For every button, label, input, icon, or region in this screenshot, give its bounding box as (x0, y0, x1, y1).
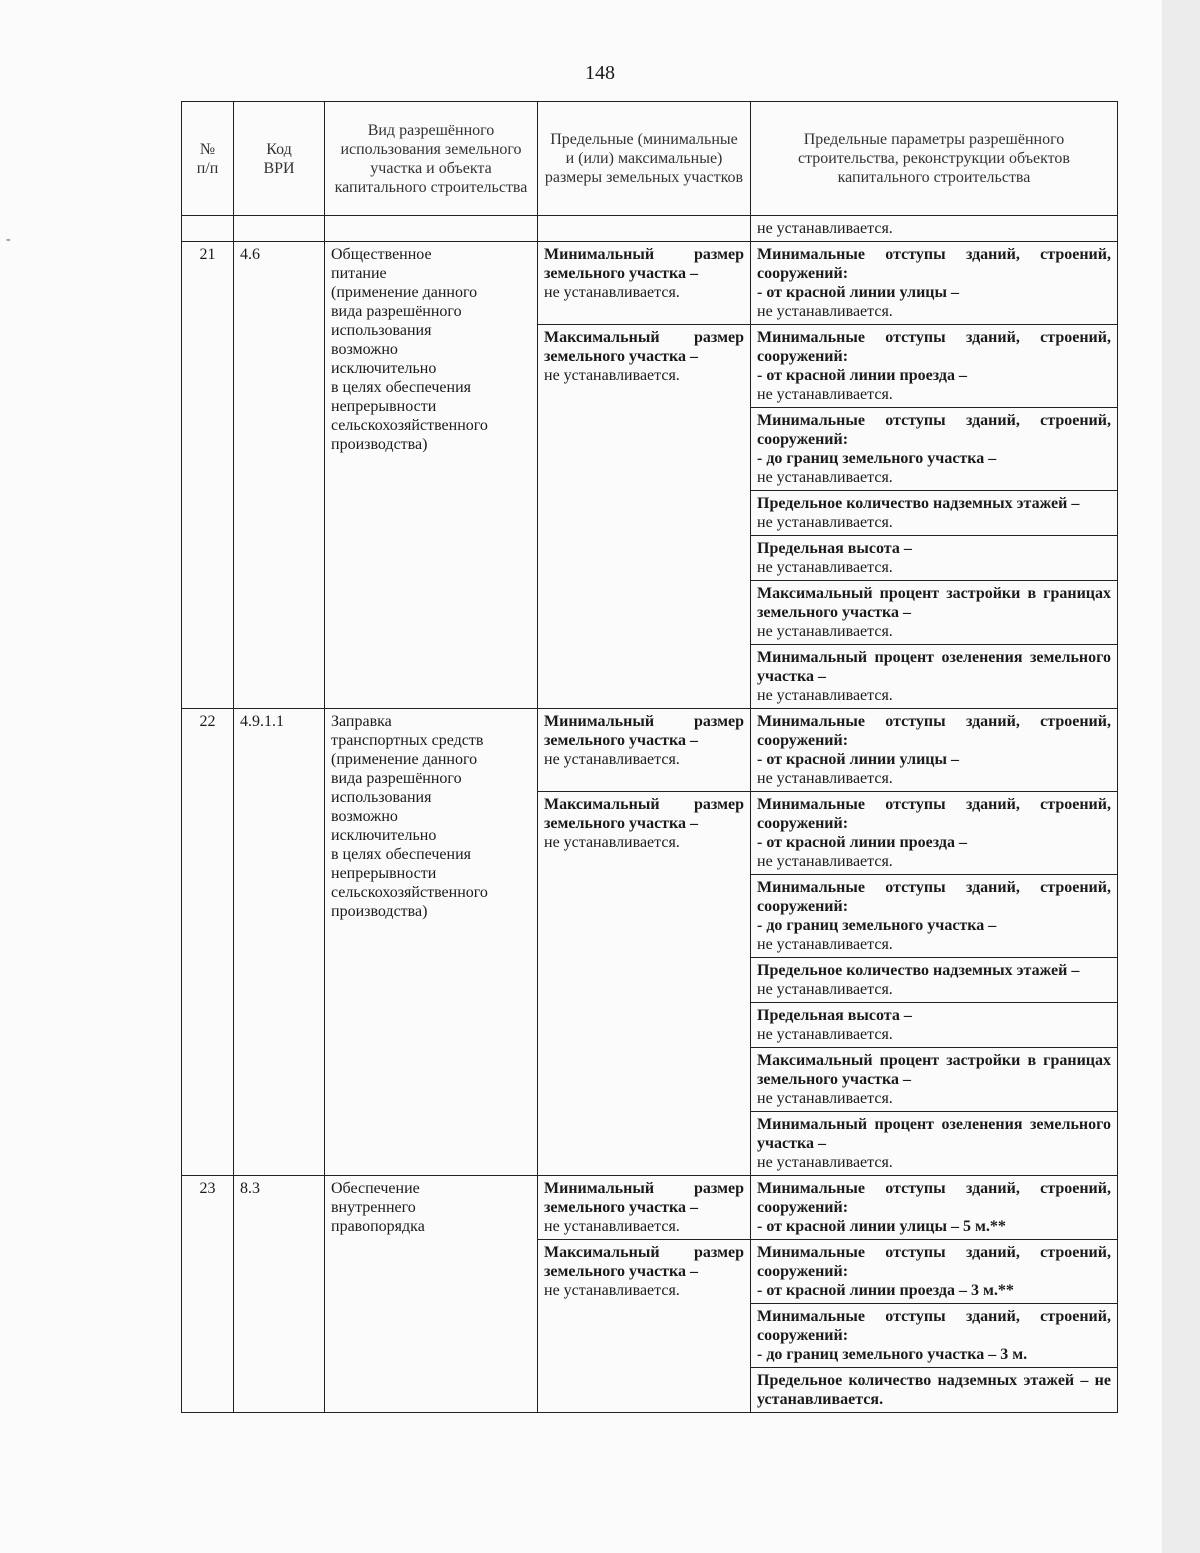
param-title: Минимальные отступы зданий, строений, сооружений: (757, 1180, 1111, 1216)
build-param-cell (751, 581, 1118, 645)
table-body (182, 216, 1118, 1413)
param-title: Предельное количество надземных этажей – (757, 962, 1080, 979)
param-subtitle: - от красной линии улицы – 5 м.** (757, 1218, 1006, 1235)
table-header-row (182, 102, 1118, 216)
param-title: Минимальные отступы зданий, строений, сооружений: (757, 713, 1111, 749)
carryover-row (182, 216, 1118, 242)
build-param-cell (751, 1240, 1118, 1304)
build-param-cell (751, 1112, 1118, 1176)
min-size-cell (538, 1176, 751, 1240)
build-param-cell (751, 1368, 1118, 1413)
header-build-params: Предельные параметры разрешённого строительства, реконструкции объектов капитального строительства (751, 102, 1118, 216)
param-value: не устанавливается. (757, 559, 893, 576)
header-plot-size: Предельные (минимальные и (или) максимальные) размеры земельных участков (538, 102, 751, 216)
param-value: не устанавливается. (757, 1026, 893, 1043)
carryover-text: не устанавливается. (751, 216, 1118, 242)
param-title: Минимальные отступы зданий, строений, сооружений: (757, 412, 1111, 448)
max-size-title: Максимальный размер земельного участка – (544, 329, 744, 365)
param-title: Минимальные отступы зданий, строений, сооружений: (757, 1308, 1111, 1344)
row-number: 21 (182, 242, 234, 709)
param-value: не устанавливается. (757, 981, 893, 998)
build-param-cell (751, 491, 1118, 536)
param-value: не устанавливается. (757, 469, 893, 486)
max-size-title: Максимальный размер земельного участка – (544, 796, 744, 832)
min-size-value: не устанавливается. (544, 1218, 680, 1235)
regulations-table (181, 101, 1118, 1413)
min-size-title: Минимальный размер земельного участка – (544, 1180, 744, 1216)
row-use-type: Обеспечение внутреннего правопорядка (325, 1176, 538, 1413)
param-value: не устанавливается. (757, 1090, 893, 1107)
build-param-cell (751, 1048, 1118, 1112)
table-row (182, 709, 1118, 792)
param-title: Максимальный процент застройки в границах земельного участка – (757, 585, 1111, 621)
param-subtitle: - от красной линии улицы – (757, 751, 959, 768)
min-size-title: Минимальный размер земельного участка – (544, 713, 744, 749)
build-param-cell (751, 1003, 1118, 1048)
min-size-value: не устанавливается. (544, 751, 680, 768)
build-param-cell (751, 1176, 1118, 1240)
param-value: не устанавливается. (757, 386, 893, 403)
min-size-cell (538, 242, 751, 325)
min-size-title: Минимальный размер земельного участка – (544, 246, 744, 282)
param-value: не устанавливается. (757, 770, 893, 787)
row-number: 22 (182, 709, 234, 1176)
row-code: 4.9.1.1 (234, 709, 325, 1176)
param-title: Максимальный процент застройки в границах земельного участка – (757, 1052, 1111, 1088)
margin-mark: - (6, 232, 11, 247)
param-subtitle: - до границ земельного участка – (757, 917, 997, 934)
param-value: не устанавливается. (757, 853, 893, 870)
page-number: 148 (585, 62, 615, 84)
build-param-cell (751, 536, 1118, 581)
max-size-value: не устанавливается. (544, 1282, 680, 1299)
param-title: Предельная высота – (757, 1007, 912, 1024)
header-code: Код ВРИ (234, 102, 325, 216)
param-title: Минимальные отступы зданий, строений, сооружений: (757, 246, 1111, 282)
build-param-cell (751, 242, 1118, 325)
param-title: Минимальные отступы зданий, строений, сооружений: (757, 1244, 1111, 1280)
table-row (182, 1176, 1118, 1240)
param-title: Предельное количество надземных этажей – не устанавливается. (757, 1372, 1111, 1408)
param-subtitle: - от красной линии проезда – (757, 367, 967, 384)
param-value: не устанавливается. (757, 303, 893, 320)
param-title: Минимальные отступы зданий, строений, сооружений: (757, 796, 1111, 832)
row-use-type: Заправка транспортных средств (применение данного вида разрешённого использования возможно исключительно в целях обеспечения непрерывности сельскохозяйственного производства) (325, 709, 538, 1176)
param-subtitle: - от красной линии проезда – 3 м.** (757, 1282, 1014, 1299)
build-param-cell (751, 325, 1118, 408)
param-value: не устанавливается. (757, 514, 893, 531)
row-number: 23 (182, 1176, 234, 1413)
param-title: Минимальный процент озеленения земельного участка – (757, 649, 1111, 685)
max-size-title: Максимальный размер земельного участка – (544, 1244, 744, 1280)
row-use-type: Общественное питание (применение данного вида разрешённого использования возможно исключительно в целях обеспечения непрерывности сельскохозяйственного производства) (325, 242, 538, 709)
param-value: не устанавливается. (757, 936, 893, 953)
param-subtitle: - до границ земельного участка – 3 м. (757, 1346, 1028, 1363)
max-size-cell (538, 792, 751, 1176)
max-size-cell (538, 1240, 751, 1413)
param-title: Минимальный процент озеленения земельного участка – (757, 1116, 1111, 1152)
param-title: Минимальные отступы зданий, строений, сооружений: (757, 329, 1111, 365)
header-use-type: Вид разрешённого использования земельного участка и объекта капитального строительства (325, 102, 538, 216)
row-code: 8.3 (234, 1176, 325, 1413)
build-param-cell (751, 1304, 1118, 1368)
max-size-cell (538, 325, 751, 709)
param-title: Минимальные отступы зданий, строений, сооружений: (757, 879, 1111, 915)
build-param-cell (751, 408, 1118, 491)
build-param-cell (751, 875, 1118, 958)
build-param-cell (751, 792, 1118, 875)
min-size-cell (538, 709, 751, 792)
param-value: не устанавливается. (757, 687, 893, 704)
max-size-value: не устанавливается. (544, 367, 680, 384)
row-code: 4.6 (234, 242, 325, 709)
param-subtitle: - от красной линии улицы – (757, 284, 959, 301)
max-size-value: не устанавливается. (544, 834, 680, 851)
param-title: Предельное количество надземных этажей – (757, 495, 1080, 512)
param-title: Предельная высота – (757, 540, 912, 557)
table-row (182, 242, 1118, 325)
param-value: не устанавливается. (757, 1154, 893, 1171)
param-subtitle: - до границ земельного участка – (757, 450, 997, 467)
param-value: не устанавливается. (757, 623, 893, 640)
build-param-cell (751, 958, 1118, 1003)
build-param-cell (751, 645, 1118, 709)
scan-edge-strip (1162, 0, 1200, 1553)
param-subtitle: - от красной линии проезда – (757, 834, 967, 851)
header-number: № п/п (182, 102, 234, 216)
min-size-value: не устанавливается. (544, 284, 680, 301)
build-param-cell (751, 709, 1118, 792)
